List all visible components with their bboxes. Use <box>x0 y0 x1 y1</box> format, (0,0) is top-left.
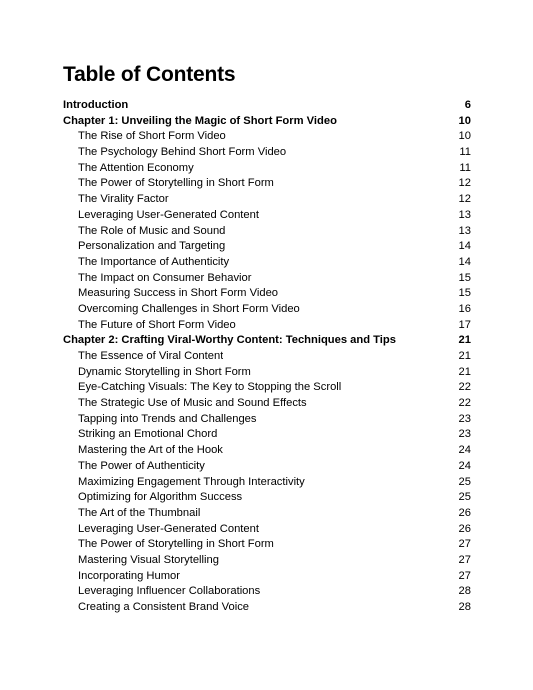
toc-section-entry <box>63 286 471 302</box>
toc-entry-page-number: 12 <box>458 177 471 190</box>
toc-entry-page-number: 26 <box>458 506 471 519</box>
toc-entry-page-number: 6 <box>464 99 471 111</box>
toc-entry-page-number: 24 <box>458 459 471 472</box>
toc-entry-label: Leveraging User-Generated Content <box>78 208 259 221</box>
toc-entry-page-number: 22 <box>458 397 471 410</box>
toc-section-entry <box>63 506 471 522</box>
toc-entry-label: The Importance of Authenticity <box>78 255 230 268</box>
toc-entry-label: Leveraging Influencer Collaborations <box>78 585 261 598</box>
toc-entry-label: Mastering the Art of the Hook <box>78 444 223 457</box>
toc-entry-page-number: 27 <box>458 538 471 551</box>
toc-section-entry <box>63 302 471 318</box>
toc-section-entry <box>63 412 471 428</box>
toc-entry-label: Personalization and Targeting <box>78 240 226 253</box>
toc-section-entry <box>63 396 471 412</box>
toc-entry-label: Introduction <box>63 99 129 111</box>
toc-chapter-entry <box>63 333 471 349</box>
toc-section-entry <box>63 145 471 161</box>
toc-section-entry <box>63 443 471 459</box>
toc-entry-page-number: 21 <box>458 334 471 347</box>
toc-entry-label: The Attention Economy <box>78 161 194 174</box>
toc-entry-label: Eye-Catching Visuals: The Key to Stopping the Scroll <box>78 381 342 394</box>
toc-entry-label: Incorporating Humor <box>78 569 180 582</box>
toc-section-entry <box>63 224 471 240</box>
toc-section-entry <box>63 427 471 443</box>
toc-entry-label: The Role of Music and Sound <box>78 224 226 237</box>
toc-entry-page-number: 27 <box>458 569 471 582</box>
toc-entry-page-number: 11 <box>459 146 471 159</box>
toc-entry-label: Chapter 2: Crafting Viral-Worthy Content: Techniques and Tips <box>63 334 396 347</box>
toc-entry-page-number: 21 <box>458 350 471 362</box>
toc-entry-page-number: 14 <box>458 240 471 253</box>
toc-entry-label: The Future of Short Form Video <box>78 318 236 331</box>
toc-entry-page-number: 13 <box>458 208 471 221</box>
toc-entry-page-number: 21 <box>458 365 471 378</box>
toc-entry-page-number: 28 <box>458 585 471 598</box>
toc-section-entry <box>63 553 471 569</box>
toc-entry-label: Striking an Emotional Chord <box>78 428 218 441</box>
toc-section-entry <box>63 161 471 177</box>
page-title: Table of Contents <box>63 63 236 86</box>
toc-section-entry <box>63 475 471 491</box>
toc-section-entry <box>63 522 471 538</box>
toc-entry-page-number: 12 <box>458 193 471 206</box>
toc-entry-page-number: 16 <box>458 302 471 315</box>
toc-section-entry <box>63 255 471 271</box>
toc-section-entry <box>63 239 471 255</box>
toc-entry-page-number: 24 <box>458 444 471 457</box>
toc-section-entry <box>63 459 471 475</box>
toc-entry-label: The Art of the Thumbnail <box>78 506 201 519</box>
toc-section-entry <box>63 365 471 381</box>
toc-entry-page-number: 15 <box>458 287 471 300</box>
toc-section-entry <box>63 569 471 585</box>
toc-entry-label: Creating a Consistent Brand Voice <box>78 601 250 613</box>
toc-section-entry <box>63 490 471 506</box>
toc-entry-page-number: 23 <box>458 428 471 441</box>
toc-entry-label: Tapping into Trends and Challenges <box>78 412 257 425</box>
toc-entry-label: The Power of Authenticity <box>78 459 205 472</box>
toc-section-entry <box>63 192 471 208</box>
toc-entry-page-number: 25 <box>458 491 471 504</box>
toc-entry-page-number: 15 <box>458 271 471 284</box>
toc-entry-label: The Virality Factor <box>78 193 169 206</box>
toc-entry-page-number: 10 <box>458 114 471 127</box>
toc-entry-page-number: 22 <box>458 381 471 394</box>
toc-entry-label: Measuring Success in Short Form Video <box>78 287 279 300</box>
toc-entry-label: The Essence of Viral Content <box>78 350 224 362</box>
toc-entry-page-number: 27 <box>458 553 471 566</box>
toc-entry-label: Dynamic Storytelling in Short Form <box>78 365 251 378</box>
toc-entry-label: The Impact on Consumer Behavior <box>78 271 252 284</box>
toc-section-entry <box>63 129 471 145</box>
toc-section-entry <box>63 176 471 192</box>
toc-entry-page-number: 13 <box>458 224 471 237</box>
toc-entry-page-number: 25 <box>458 475 471 488</box>
toc-entry-label: Maximizing Engagement Through Interactivity <box>78 475 305 488</box>
toc-entry-label: Optimizing for Algorithm Success <box>78 491 243 504</box>
toc-entry-page-number: 26 <box>458 522 471 535</box>
toc-entry-page-number: 28 <box>458 601 471 613</box>
toc-section-entry <box>63 584 471 600</box>
toc-section-entry <box>63 208 471 224</box>
toc-entry-label: The Psychology Behind Short Form Video <box>78 146 287 159</box>
toc-entry-label: The Rise of Short Form Video <box>78 130 226 143</box>
toc-entry-label: Leveraging User-Generated Content <box>78 522 259 535</box>
toc-entry-page-number: 14 <box>458 255 471 268</box>
toc-section-entry <box>63 380 471 396</box>
toc-entry-page-number: 10 <box>458 130 471 143</box>
toc-chapter-entry <box>63 98 471 114</box>
toc-list <box>63 98 471 616</box>
toc-section-entry <box>63 600 471 616</box>
toc-section-entry <box>63 318 471 334</box>
toc-section-entry <box>63 271 471 287</box>
toc-entry-label: Chapter 1: Unveiling the Magic of Short Form Video <box>63 114 337 127</box>
toc-entry-label: The Power of Storytelling in Short Form <box>78 177 274 190</box>
toc-entry-page-number: 23 <box>458 412 471 425</box>
toc-entry-page-number: 17 <box>458 318 471 331</box>
toc-entry-label: Mastering Visual Storytelling <box>78 553 219 566</box>
toc-entry-page-number: 11 <box>459 161 471 174</box>
toc-section-entry <box>63 537 471 553</box>
toc-entry-label: The Power of Storytelling in Short Form <box>78 538 274 551</box>
toc-chapter-entry <box>63 114 471 130</box>
toc-entry-label: Overcoming Challenges in Short Form Video <box>78 302 300 315</box>
toc-entry-label: The Strategic Use of Music and Sound Effects <box>78 397 307 410</box>
toc-section-entry <box>63 349 471 365</box>
